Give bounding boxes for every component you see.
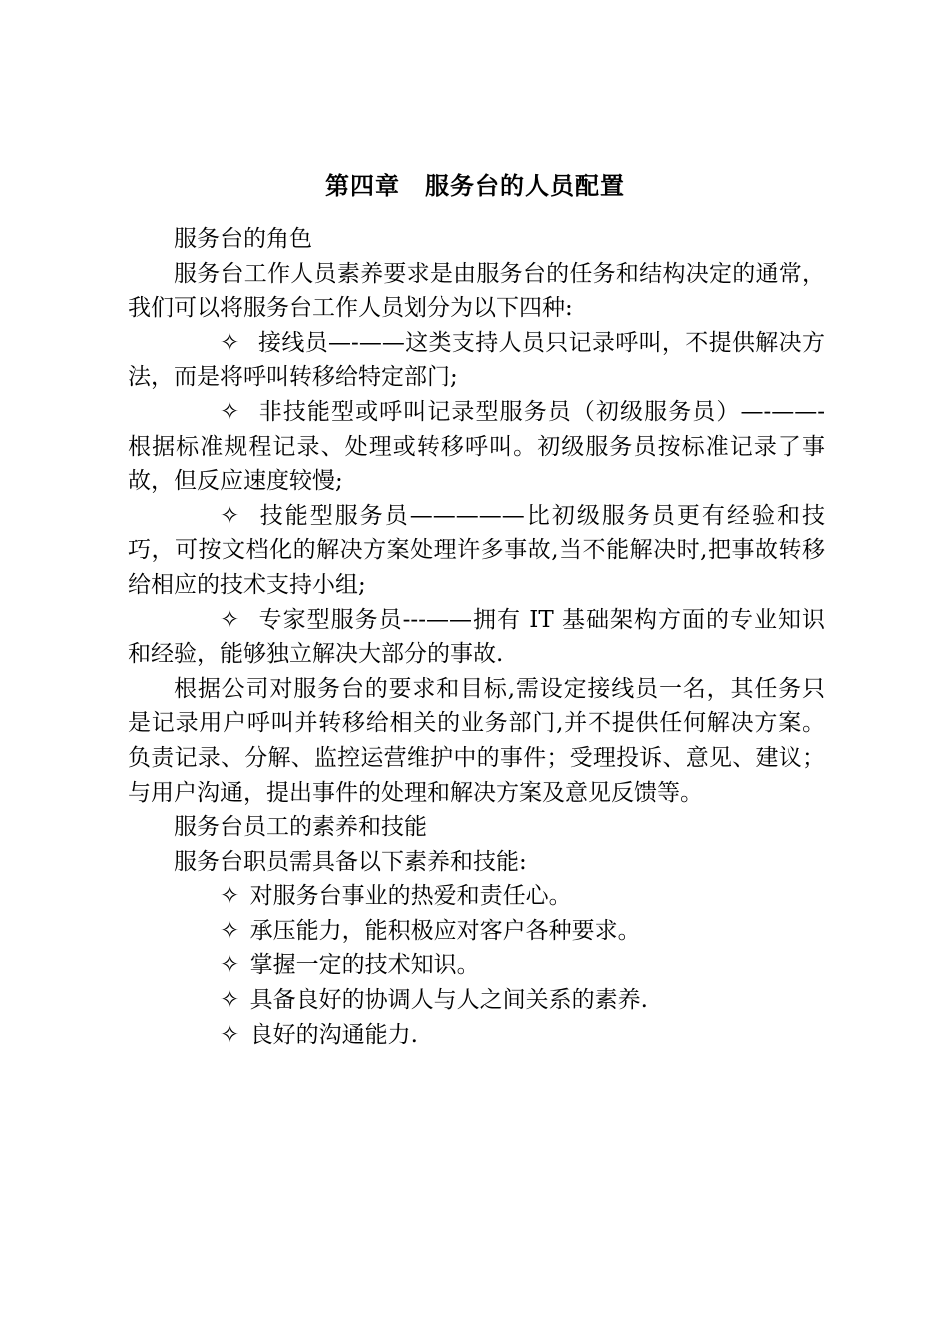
list-item-text: 承压能力，能积极应对客户各种要求。: [249, 917, 641, 944]
bullet-paragraph: [128, 499, 825, 603]
list-item: [128, 948, 825, 983]
sparkle-bullet-icon: ✧: [220, 883, 240, 910]
bullet-paragraph: [128, 326, 825, 395]
sparkle-bullet-icon: ✧: [220, 329, 240, 356]
paragraph: [128, 257, 825, 326]
sparkle-bullet-icon: ✧: [220, 502, 240, 529]
paragraph-text: 服务台工作人员素养要求是由服务台的任务和结构决定的通常，我们可以将服务台工作人员划分为以下四种:: [128, 260, 825, 322]
list-item-text: 良好的沟通能力.: [249, 1021, 418, 1048]
sparkle-bullet-icon: ✧: [220, 987, 240, 1014]
list-item: [128, 983, 825, 1018]
paragraph-text: 非技能型或呼叫记录型服务员（初级服务员）—-——-根据标准规程记录、处理或转移呼叫。初级服务员按标准记录了事故，但反应速度较慢;: [128, 398, 825, 495]
paragraph-text: 接线员—-——这类支持人员只记录呼叫，不提供解决方法，而是将呼叫转移给特定部门;: [128, 329, 825, 391]
paragraph-text: 专家型服务员---——拥有 IT 基础架构方面的专业知识和经验，能够独立解决大部分的事故.: [128, 606, 825, 668]
paragraph-text: 根据公司对服务台的要求和目标,需设定接线员一名，其任务只是记录用户呼叫并转移给相关的业务部门,并不提供任何解决方案。负责记录、分解、监控运营维护中的事件；受理投诉、意见、建议；与用户沟通，提出事件的处理和解决方案及意见反馈等。: [128, 675, 825, 806]
sparkle-bullet-icon: ✧: [220, 952, 240, 979]
bullet-paragraph: [128, 603, 825, 672]
list-item-text: 掌握一定的技术知识。: [249, 952, 480, 979]
paragraph: [128, 845, 825, 880]
chapter-title: 第四章 服务台的人员配置: [325, 172, 625, 200]
section-heading-skills: [128, 810, 825, 845]
list-item-text: 具备良好的协调人与人之间关系的素养.: [249, 987, 648, 1014]
sparkle-bullet-icon: ✧: [220, 1021, 240, 1048]
list-item-text: 对服务台事业的热爱和责任心。: [249, 883, 572, 910]
bullet-paragraph: [128, 395, 825, 499]
list-item: [128, 1018, 825, 1053]
paragraph: [128, 672, 825, 810]
paragraph-text: 服务台的角色: [174, 226, 312, 252]
sparkle-bullet-icon: ✧: [220, 917, 240, 944]
section-heading-role: [128, 222, 825, 257]
paragraph-text: 技能型服务员—————比初级服务员更有经验和技巧，可按文档化的解决方案处理许多事故,当不能解决时,把事故转移给相应的技术支持小组;: [128, 502, 825, 598]
paragraph-text: 服务台职员需具备以下素养和技能:: [174, 848, 527, 875]
sparkle-bullet-icon: ✧: [220, 606, 240, 633]
document-body: [128, 222, 825, 1052]
list-item: [128, 879, 825, 914]
list-item: [128, 914, 825, 949]
paragraph-text: 服务台员工的素养和技能: [174, 814, 427, 841]
sparkle-bullet-icon: ✧: [220, 398, 240, 425]
